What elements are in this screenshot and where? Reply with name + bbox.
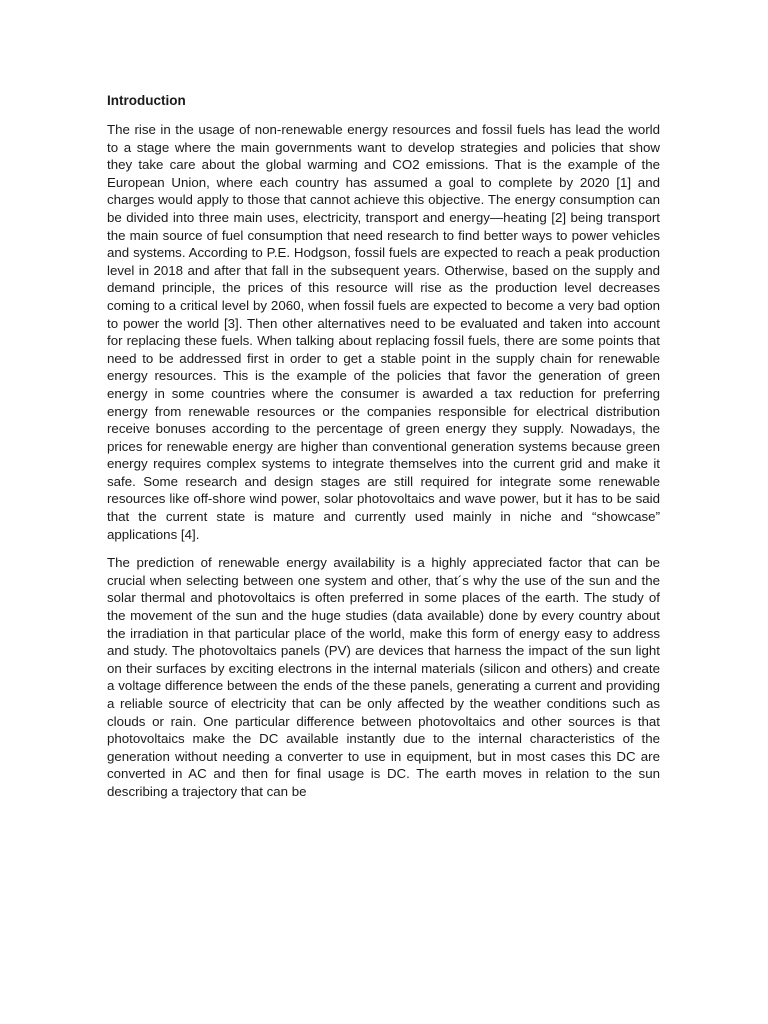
section-heading: Introduction — [107, 93, 186, 108]
document-page — [107, 92, 660, 812]
body-paragraph: The rise in the usage of non-renewable energy resources and fossil fuels has lead the world to a stage where the main governments want to develop strategies and policies that show they take care about the global warming and CO2 emissions. That is the example of the European Union, where each country has assumed a goal to complete by 2020 [1] and charges would apply to those that cannot achieve this objective. The energy consumption can be divided into three main uses, electricity, transport and energy—heating [2] being transport the main source of fuel consumption that need research to find better ways to power vehicles and systems. According to P.E. Hodgson, fossil fuels are expected to reach a peak production level in 2018 and after that fall in the subsequent years. Otherwise, based on the supply and demand principle, the prices of this resource will rise as the production level decreases coming to a critical level by 2060, when fossil fuels are expected to become a very bad option to power the world [3]. Then other alternatives need to be evaluated and taken into account for replacing these fuels. When talking about replacing fossil fuels, there are some points that need to be addressed first in order to get a stable point in the supply chain for renewable energy resources. This is the example of the policies that favor the generation of green energy in some countries where the consumer is awarded a tax reduction for preferring energy from renewable resources or the companies responsible for electrical distribution receive bonuses according to the percentage of green energy they supply. Nowadays, the prices for renewable energy are higher than conventional generation systems because green energy requires complex systems to integrate themselves into the current grid and make it safe. Some research and design stages are still required for integrate some renewable resources like off-shore wind power, solar photovoltaics and wave power, but it has to be said that the current state is mature and currently used mainly in niche and “showcase” applications [4]. — [107, 122, 660, 542]
body-paragraph: The prediction of renewable energy availability is a highly appreciated factor that can be crucial when selecting between one system and other, that´s why the use of the sun and the solar thermal and photovoltaics is often preferred in some places of the earth. The study of the movement of the sun and the huge studies (data available) done by every country about the irradiation in that particular place of the world, make this form of energy easy to address and study. The photovoltaics panels (PV) are devices that harness the impact of the sun light on their surfaces by exciting electrons in the internal materials (silicon and others) and create a voltage difference between the ends of the these panels, generating a current and providing a reliable source of electricity that can be only affected by the weather conditions such as clouds or rain. One particular difference between photovoltaics and other sources is that photovoltaics make the DC available instantly due to the internal characteristics of the generation without needing a converter to use in equipment, but in most cases this DC are converted in AC and then for final usage is DC. The earth moves in relation to the sun describing a trajectory that can be — [107, 555, 660, 799]
